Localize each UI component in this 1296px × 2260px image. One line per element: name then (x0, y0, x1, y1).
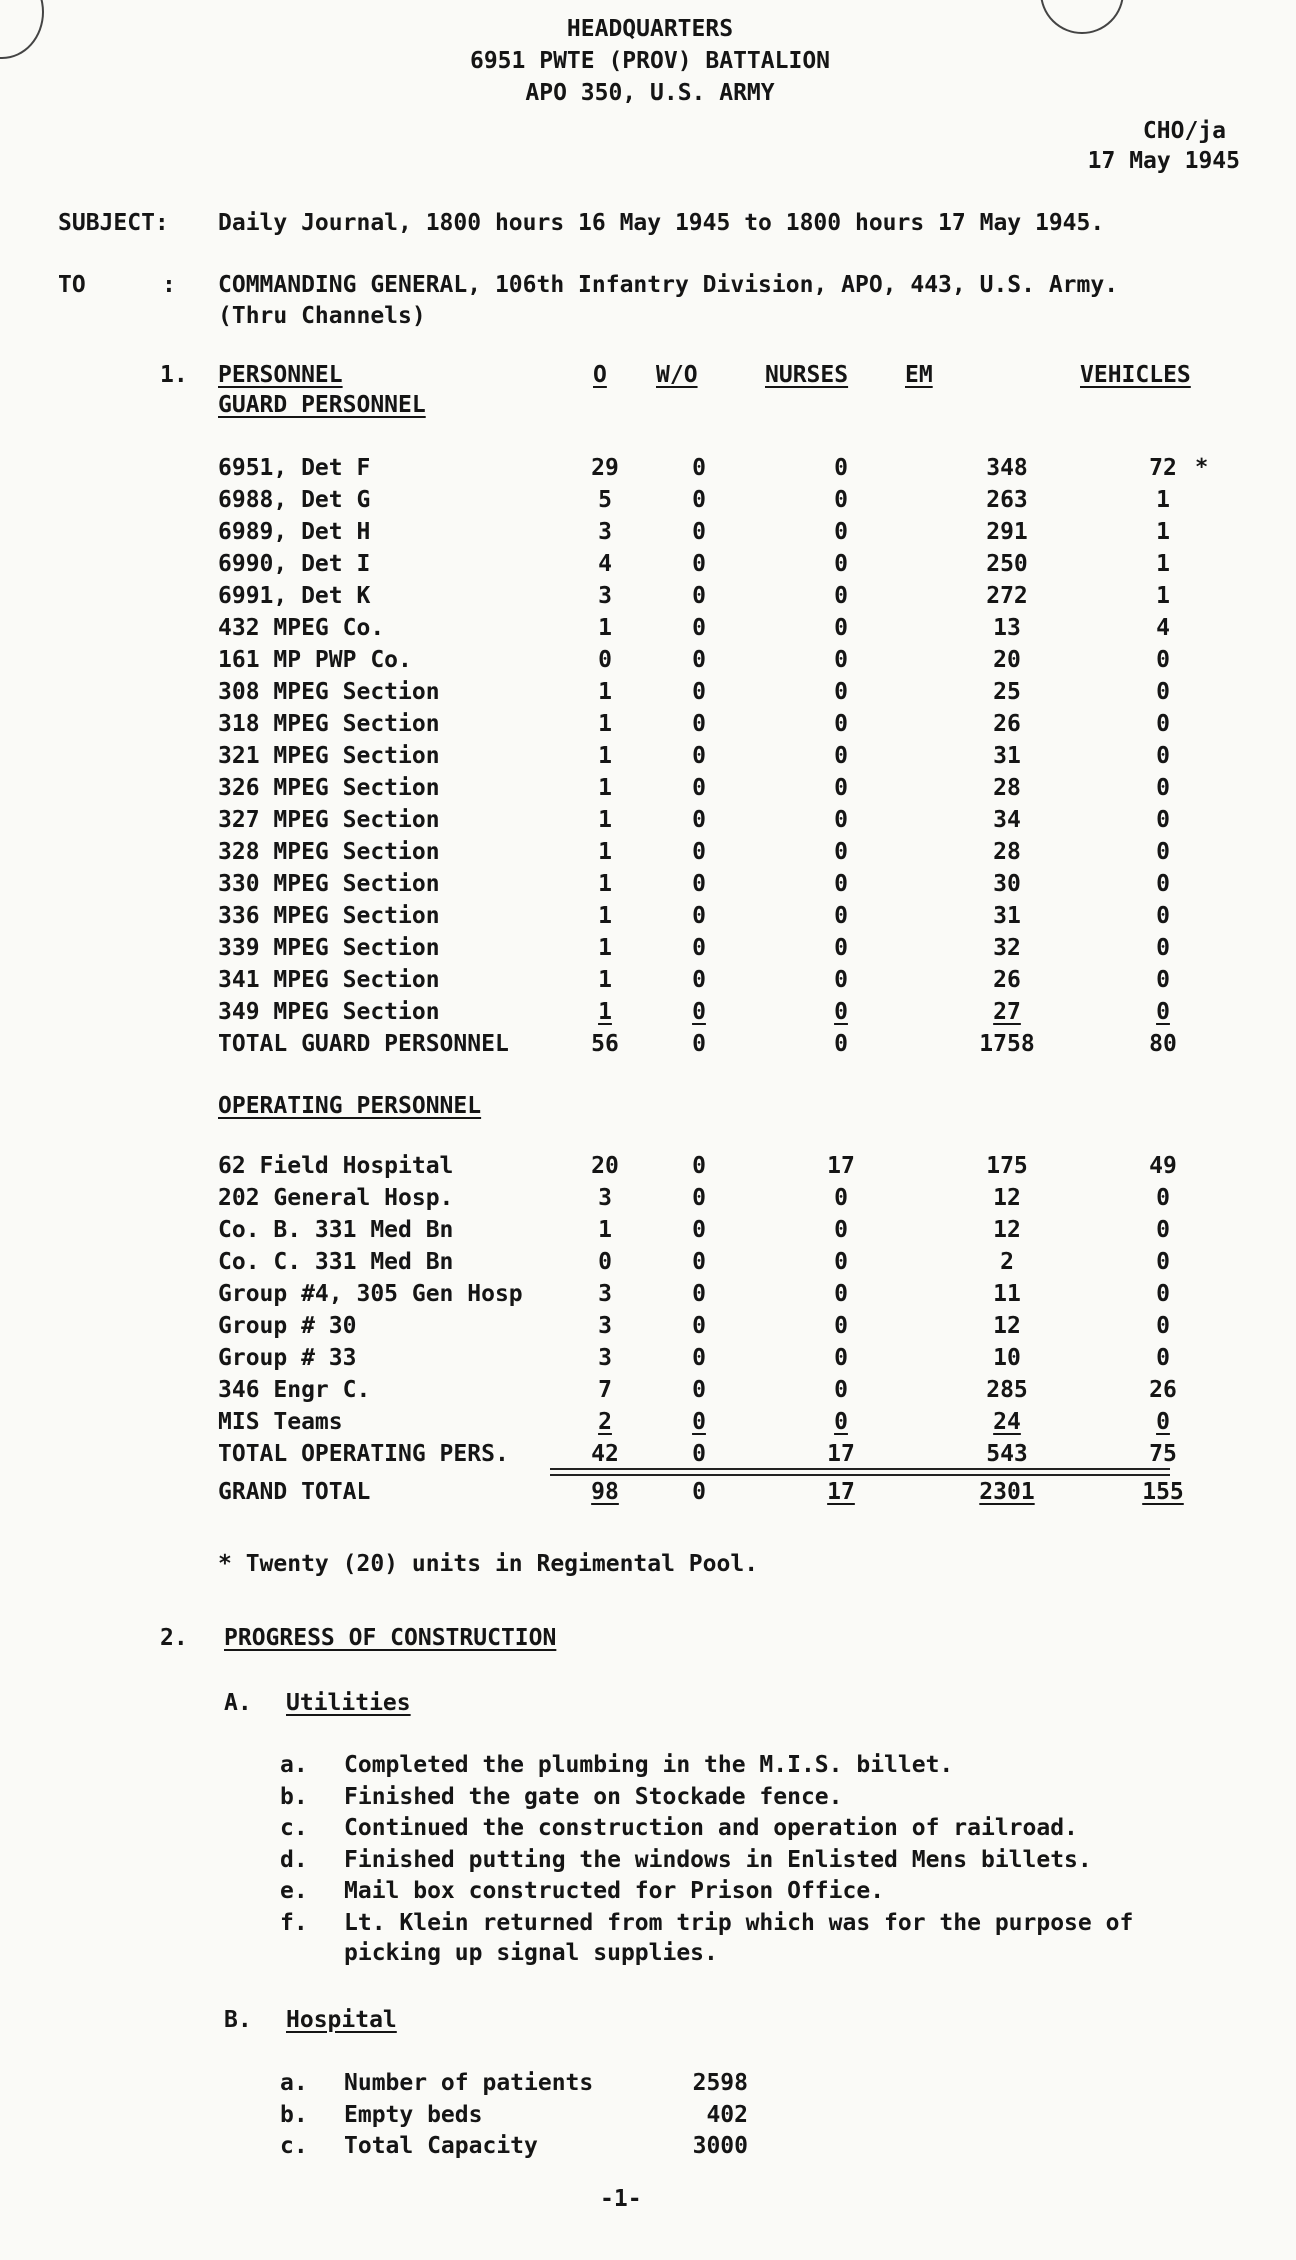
utilities-item-text: Lt. Klein returned from trip which was for the purpose of (344, 1909, 1134, 1936)
footnote: * Twenty (20) units in Regimental Pool. (218, 1551, 759, 1577)
cell-nurses: 0 (834, 647, 848, 673)
guard-row (218, 932, 1248, 964)
cell-vehicles: 0 (1156, 839, 1170, 865)
cell-officers: 20 (591, 1153, 619, 1179)
cell-enlisted-men: 26 (993, 711, 1021, 737)
cell-vehicles: 0 (1156, 1281, 1170, 1307)
cell-vehicles: 0 (1156, 903, 1170, 929)
cell-enlisted-men: 28 (993, 775, 1021, 801)
cell-enlisted-men: 2 (1000, 1249, 1014, 1275)
guard-row (218, 644, 1248, 676)
cell-enlisted-men: 1758 (979, 1031, 1035, 1057)
cell-vehicles: 0 (1156, 1313, 1170, 1339)
guard-row (218, 580, 1248, 612)
cell-nurses: 0 (834, 615, 848, 641)
cell-unit: 346 Engr C. (218, 1377, 371, 1403)
grand-total-wo: 0 (692, 1479, 706, 1505)
cell-nurses: 0 (834, 1217, 848, 1243)
column-header-vehicles: VEHICLES (1080, 362, 1191, 388)
guard-row (218, 804, 1248, 836)
guard-row (218, 772, 1248, 804)
document-date: 17 May 1945 (1087, 148, 1240, 174)
cell-vehicles: 72 (1149, 455, 1177, 481)
guard-row (218, 964, 1248, 996)
cell-enlisted-men: 31 (993, 903, 1021, 929)
utilities-item-text: Continued the construction and operation of railroad. (344, 1815, 1078, 1841)
cell-unit: Co. C. 331 Med Bn (218, 1249, 454, 1275)
cell-enlisted-men: 348 (986, 455, 1028, 481)
guard-personnel-title: GUARD PERSONNEL (218, 392, 426, 418)
cell-warrant-officers: 0 (692, 487, 706, 513)
grand-total-table (218, 1476, 1248, 1508)
utilities-item-letter: b. (280, 1783, 308, 1810)
cell-officers: 3 (598, 1313, 612, 1339)
hospital-item-text: Total Capacity (344, 2133, 538, 2159)
utilities-title: Utilities (286, 1690, 411, 1716)
cell-unit: 161 MP PWP Co. (218, 647, 412, 673)
cell-vehicles: 1 (1156, 487, 1170, 513)
cell-officers: 0 (598, 647, 612, 673)
cell-unit: 318 MPEG Section (218, 711, 440, 737)
cell-unit: 349 MPEG Section (218, 999, 440, 1025)
cell-officers: 1 (598, 1217, 612, 1243)
cell-officers: 1 (598, 679, 612, 705)
utilities-item-letter: a. (280, 1752, 308, 1778)
cell-unit: 6988, Det G (218, 487, 371, 513)
cell-nurses: 0 (834, 967, 848, 993)
cell-warrant-officers: 0 (692, 743, 706, 769)
utilities-item-letter: c. (280, 1815, 308, 1841)
operating-row (218, 1182, 1248, 1214)
cell-vehicles: 0 (1156, 1217, 1170, 1243)
cell-nurses: 0 (834, 1313, 848, 1339)
cell-vehicles: 80 (1149, 1031, 1177, 1057)
cell-vehicles: 1 (1156, 519, 1170, 545)
cell-enlisted-men: 26 (993, 967, 1021, 993)
hospital-item-value: 2598 (692, 2070, 748, 2096)
cell-vehicles: 0 (1156, 807, 1170, 833)
guard-row (218, 612, 1248, 644)
cell-vehicles: 0 (1156, 999, 1170, 1025)
corner-mark-left (0, 0, 44, 59)
guard-row (218, 484, 1248, 516)
cell-unit: Group #4, 305 Gen Hosp (218, 1281, 523, 1307)
cell-officers: 1 (598, 775, 612, 801)
cell-vehicles: 75 (1149, 1441, 1177, 1467)
cell-nurses: 0 (834, 1409, 848, 1435)
cell-enlisted-men: 28 (993, 839, 1021, 865)
cell-unit: 6951, Det F (218, 455, 371, 481)
cell-unit: 341 MPEG Section (218, 967, 440, 993)
operating-row (218, 1310, 1248, 1342)
cell-unit: Group # 30 (218, 1313, 357, 1339)
guard-row (218, 708, 1248, 740)
cell-officers: 1 (598, 839, 612, 865)
cell-vehicles: 0 (1156, 743, 1170, 769)
cell-enlisted-men: 10 (993, 1345, 1021, 1371)
cell-officers: 42 (591, 1441, 619, 1467)
cell-unit: Group # 33 (218, 1345, 357, 1371)
cell-warrant-officers: 0 (692, 583, 706, 609)
cell-warrant-officers: 0 (692, 1185, 706, 1211)
cell-vehicles: 0 (1156, 1345, 1170, 1371)
cell-enlisted-men: 34 (993, 807, 1021, 833)
cell-enlisted-men: 20 (993, 647, 1021, 673)
cell-enlisted-men: 250 (986, 551, 1028, 577)
cell-enlisted-men: 11 (993, 1281, 1021, 1307)
cell-warrant-officers: 0 (692, 519, 706, 545)
grand-total-em: 2301 (979, 1479, 1035, 1505)
cell-warrant-officers: 0 (692, 1409, 706, 1435)
cell-unit: 432 MPEG Co. (218, 615, 385, 641)
hospital-item-text: Empty beds (344, 2101, 483, 2128)
cell-vehicles: 0 (1156, 1185, 1170, 1211)
cell-officers: 2 (598, 1409, 612, 1435)
cell-warrant-officers: 0 (692, 903, 706, 929)
cell-enlisted-men: 31 (993, 743, 1021, 769)
cell-nurses: 0 (834, 519, 848, 545)
subject-label: SUBJECT: (58, 210, 169, 236)
cell-unit: 6989, Det H (218, 519, 371, 545)
reference-code: CHO/ja (1142, 118, 1226, 144)
cell-warrant-officers: 0 (692, 839, 706, 865)
cell-nurses: 0 (834, 711, 848, 737)
cell-enlisted-men: 291 (986, 519, 1028, 545)
guard-row (218, 548, 1248, 580)
cell-vehicles: 0 (1156, 1249, 1170, 1275)
operating-row (218, 1278, 1248, 1310)
cell-unit: 339 MPEG Section (218, 935, 440, 961)
cell-vehicles: 1 (1156, 583, 1170, 609)
hospital-item-value: 3000 (692, 2133, 748, 2159)
section-1-number: 1. (160, 362, 188, 388)
utilities-item-f-continued: picking up signal supplies. (344, 1940, 718, 1966)
cell-warrant-officers: 0 (692, 871, 706, 897)
cell-officers: 29 (591, 455, 619, 481)
cell-nurses: 0 (834, 999, 848, 1025)
cell-warrant-officers: 0 (692, 615, 706, 641)
cell-enlisted-men: 12 (993, 1185, 1021, 1211)
cell-enlisted-men: 175 (986, 1153, 1028, 1179)
cell-enlisted-men: 285 (986, 1377, 1028, 1403)
grand-total-o: 98 (591, 1479, 619, 1505)
cell-nurses: 0 (834, 1031, 848, 1057)
guard-row (218, 740, 1248, 772)
cell-nurses: 0 (834, 1377, 848, 1403)
cell-warrant-officers: 0 (692, 1031, 706, 1057)
cell-vehicles: 0 (1156, 647, 1170, 673)
cell-officers: 1 (598, 903, 612, 929)
asterisk-mark: * (1195, 455, 1209, 480)
cell-officers: 1 (598, 999, 612, 1025)
cell-nurses: 0 (834, 583, 848, 609)
cell-warrant-officers: 0 (692, 1153, 706, 1179)
hospital-item-letter: c. (280, 2133, 308, 2159)
cell-officers: 56 (591, 1031, 619, 1057)
cell-enlisted-men: 13 (993, 615, 1021, 641)
cell-vehicles: 0 (1156, 871, 1170, 897)
page-number: -1- (600, 2186, 642, 2212)
cell-unit: TOTAL GUARD PERSONNEL (218, 1031, 509, 1057)
to-line-1: COMMANDING GENERAL, 106th Infantry Division, APO, 443, U.S. Army. (218, 272, 1119, 298)
cell-nurses: 0 (834, 1185, 848, 1211)
column-header-wo: W/O (656, 362, 698, 388)
grand-total-rule-1 (550, 1468, 1170, 1470)
cell-nurses: 0 (834, 551, 848, 577)
to-line-2: (Thru Channels) (218, 303, 426, 329)
subject-text: Daily Journal, 1800 hours 16 May 1945 to 1800 hours 17 May 1945. (218, 210, 1105, 236)
cell-warrant-officers: 0 (692, 1217, 706, 1243)
guard-row (218, 996, 1248, 1028)
header-line-3: APO 350, U.S. ARMY (525, 80, 775, 106)
column-header-em: EM (905, 362, 933, 388)
header-line-2: 6951 PWTE (PROV) BATTALION (469, 48, 831, 74)
guard-row (218, 676, 1248, 708)
cell-unit: TOTAL OPERATING PERS. (218, 1441, 509, 1467)
cell-vehicles: 0 (1156, 935, 1170, 961)
operating-personnel-title: OPERATING PERSONNEL (218, 1093, 482, 1119)
header-line-1: HEADQUARTERS (566, 16, 734, 42)
cell-warrant-officers: 0 (692, 807, 706, 833)
cell-unit: 328 MPEG Section (218, 839, 440, 865)
cell-officers: 3 (598, 583, 612, 609)
operating-row (218, 1406, 1248, 1438)
cell-nurses: 17 (827, 1441, 855, 1467)
cell-vehicles: 0 (1156, 679, 1170, 705)
cell-warrant-officers: 0 (692, 935, 706, 961)
cell-unit: 308 MPEG Section (218, 679, 440, 705)
section-2-number: 2. (160, 1625, 188, 1651)
cell-nurses: 0 (834, 871, 848, 897)
cell-officers: 1 (598, 967, 612, 993)
cell-nurses: 0 (834, 455, 848, 481)
utilities-label: A. (224, 1690, 252, 1716)
hospital-label: B. (224, 2007, 252, 2033)
guard-personnel-table (218, 452, 1248, 1060)
cell-enlisted-men: 25 (993, 679, 1021, 705)
cell-unit: Co. B. 331 Med Bn (218, 1217, 454, 1243)
cell-enlisted-men: 30 (993, 871, 1021, 897)
cell-officers: 7 (598, 1377, 612, 1403)
cell-enlisted-men: 263 (986, 487, 1028, 513)
cell-nurses: 0 (834, 839, 848, 865)
cell-warrant-officers: 0 (692, 1249, 706, 1275)
cell-officers: 0 (598, 1249, 612, 1275)
cell-officers: 1 (598, 871, 612, 897)
cell-officers: 3 (598, 519, 612, 545)
cell-nurses: 0 (834, 807, 848, 833)
utilities-item-text: Mail box constructed for Prison Office. (344, 1878, 885, 1904)
cell-vehicles: 0 (1156, 711, 1170, 737)
cell-officers: 3 (598, 1281, 612, 1307)
utilities-item-letter: e. (280, 1878, 308, 1904)
corner-mark-right (1040, 0, 1124, 34)
utilities-item-text: Finished putting the windows in Enlisted Mens billets. (344, 1846, 1092, 1873)
cell-officers: 3 (598, 1185, 612, 1211)
cell-enlisted-men: 272 (986, 583, 1028, 609)
cell-unit: 6990, Det I (218, 551, 371, 577)
cell-officers: 1 (598, 743, 612, 769)
operating-row (218, 1246, 1248, 1278)
operating-total-row (218, 1438, 1248, 1470)
cell-warrant-officers: 0 (692, 551, 706, 577)
cell-officers: 5 (598, 487, 612, 513)
cell-unit: 321 MPEG Section (218, 743, 440, 769)
cell-vehicles: 4 (1156, 615, 1170, 641)
cell-unit: MIS Teams (218, 1409, 343, 1435)
cell-vehicles: 0 (1156, 967, 1170, 993)
grand-total-vehicles: 155 (1142, 1479, 1184, 1505)
cell-warrant-officers: 0 (692, 711, 706, 737)
cell-warrant-officers: 0 (692, 1441, 706, 1467)
guard-row (218, 836, 1248, 868)
cell-officers: 4 (598, 551, 612, 577)
cell-warrant-officers: 0 (692, 967, 706, 993)
cell-officers: 3 (598, 1345, 612, 1371)
cell-warrant-officers: 0 (692, 455, 706, 481)
guard-row (218, 900, 1248, 932)
cell-officers: 1 (598, 615, 612, 641)
cell-enlisted-men: 24 (993, 1409, 1021, 1435)
cell-warrant-officers: 0 (692, 1313, 706, 1339)
to-colon: : (162, 272, 176, 298)
cell-nurses: 0 (834, 1249, 848, 1275)
cell-warrant-officers: 0 (692, 1345, 706, 1371)
cell-unit: 327 MPEG Section (218, 807, 440, 833)
guard-total-row (218, 1028, 1248, 1060)
cell-nurses: 0 (834, 775, 848, 801)
cell-nurses: 0 (834, 1345, 848, 1371)
cell-warrant-officers: 0 (692, 775, 706, 801)
cell-unit: 336 MPEG Section (218, 903, 440, 929)
to-label: TO (58, 272, 86, 298)
guard-row (218, 452, 1248, 484)
cell-unit: 326 MPEG Section (218, 775, 440, 801)
cell-warrant-officers: 0 (692, 679, 706, 705)
cell-enlisted-men: 12 (993, 1313, 1021, 1339)
cell-nurses: 17 (827, 1153, 855, 1179)
column-header-o: O (593, 362, 607, 388)
cell-officers: 1 (598, 935, 612, 961)
personnel-title: PERSONNEL (218, 362, 343, 388)
cell-nurses: 0 (834, 1281, 848, 1307)
cell-vehicles: 0 (1156, 775, 1170, 801)
utilities-item-text: Completed the plumbing in the M.I.S. billet. (344, 1752, 954, 1778)
hospital-item-value: 402 (706, 2101, 748, 2128)
cell-nurses: 0 (834, 903, 848, 929)
cell-unit: 6991, Det K (218, 583, 371, 609)
cell-warrant-officers: 0 (692, 647, 706, 673)
cell-vehicles: 49 (1149, 1153, 1177, 1179)
cell-vehicles: 1 (1156, 551, 1170, 577)
cell-unit: 62 Field Hospital (218, 1153, 454, 1179)
operating-row (218, 1214, 1248, 1246)
cell-unit: 330 MPEG Section (218, 871, 440, 897)
guard-row (218, 868, 1248, 900)
grand-total-label: GRAND TOTAL (218, 1479, 371, 1505)
guard-row (218, 516, 1248, 548)
operating-personnel-table (218, 1150, 1248, 1470)
hospital-item-letter: b. (280, 2101, 308, 2128)
cell-warrant-officers: 0 (692, 999, 706, 1025)
operating-row (218, 1150, 1248, 1182)
utilities-item-text: Finished the gate on Stockade fence. (344, 1783, 843, 1810)
cell-warrant-officers: 0 (692, 1377, 706, 1403)
hospital-item-text: Number of patients (344, 2070, 594, 2096)
cell-vehicles: 26 (1149, 1377, 1177, 1403)
operating-row (218, 1374, 1248, 1406)
operating-row (218, 1342, 1248, 1374)
cell-warrant-officers: 0 (692, 1281, 706, 1307)
cell-nurses: 0 (834, 935, 848, 961)
cell-officers: 1 (598, 807, 612, 833)
cell-enlisted-men: 32 (993, 935, 1021, 961)
grand-total-row (218, 1476, 1248, 1508)
cell-vehicles: 0 (1156, 1409, 1170, 1435)
cell-enlisted-men: 27 (993, 999, 1021, 1025)
hospital-item-letter: a. (280, 2070, 308, 2096)
cell-nurses: 0 (834, 679, 848, 705)
utilities-item-letter: d. (280, 1846, 308, 1873)
cell-nurses: 0 (834, 487, 848, 513)
construction-title: PROGRESS OF CONSTRUCTION (224, 1625, 557, 1651)
cell-enlisted-men: 543 (986, 1441, 1028, 1467)
hospital-title: Hospital (286, 2007, 397, 2033)
cell-officers: 1 (598, 711, 612, 737)
utilities-item-letter: f. (280, 1909, 308, 1936)
cell-nurses: 0 (834, 743, 848, 769)
cell-unit: 202 General Hosp. (218, 1185, 454, 1211)
cell-enlisted-men: 12 (993, 1217, 1021, 1243)
grand-total-nurses: 17 (827, 1479, 855, 1505)
column-header-nurses: NURSES (765, 362, 849, 388)
